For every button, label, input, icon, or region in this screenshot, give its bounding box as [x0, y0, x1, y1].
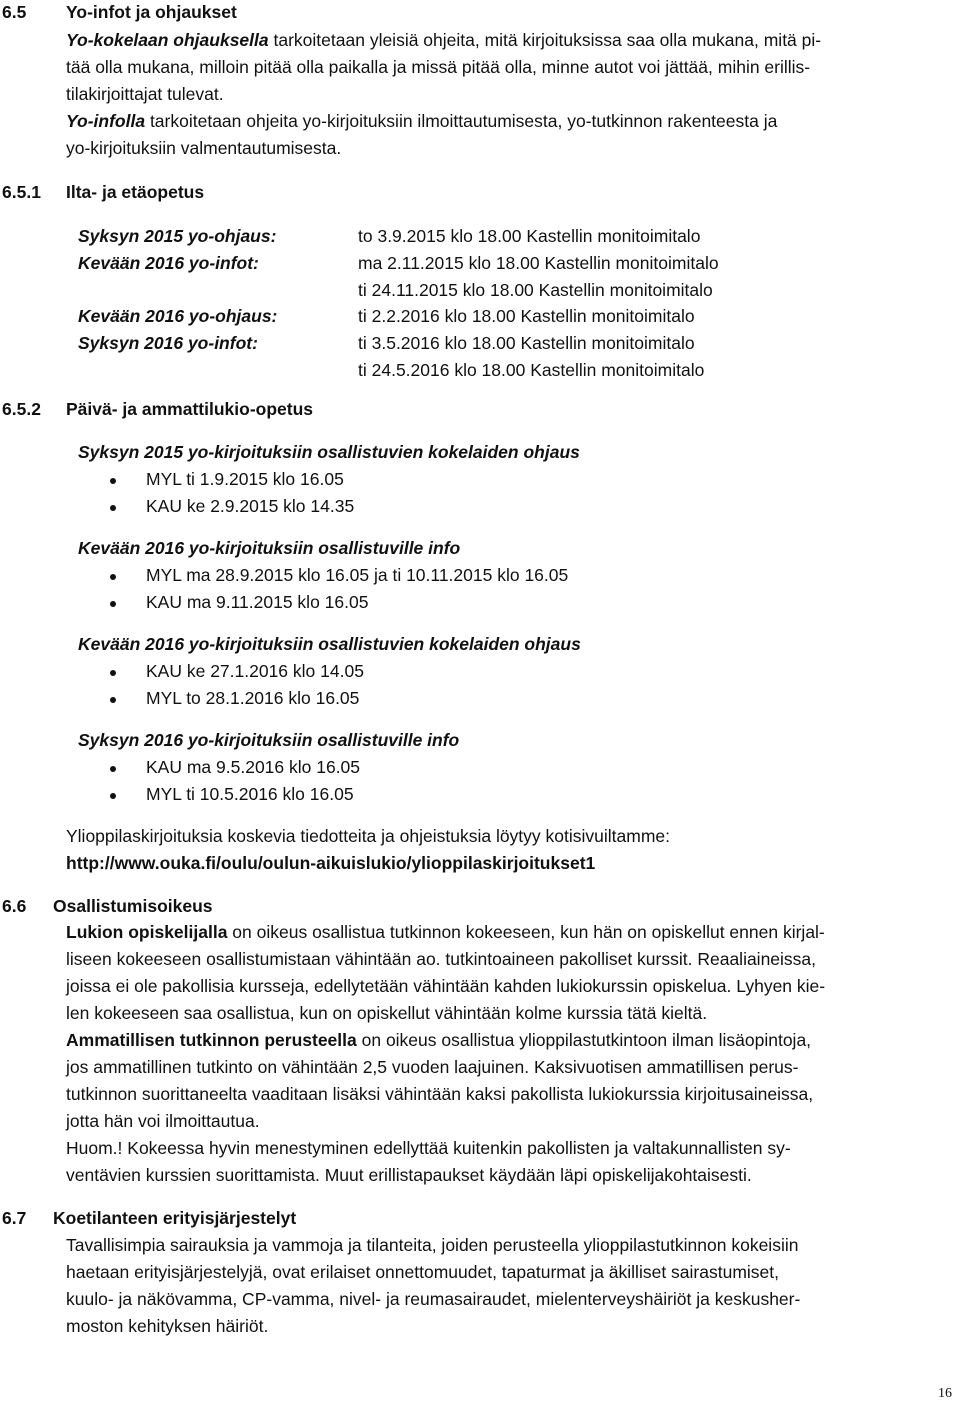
list-item: KAU ma 9.11.2015 klo 16.05 [146, 592, 369, 612]
paragraph-line: Lukion opiskelijalla on oikeus osallistua tutkinnon kokeeseen, kun hän on opiskellut ennen kirjal- [66, 922, 825, 942]
schedule-row [78, 333, 778, 359]
schedule-row [78, 253, 778, 279]
group-heading: Syksyn 2016 yo-kirjoituksiin osallistuville info [78, 730, 460, 750]
section-title: Yo-infot ja ohjaukset [66, 2, 237, 22]
paragraph-line: jos ammatillinen tutkinto on vähintään 2,5 vuoden laajuinen. Kaksivuotisen ammatillisen perus- [66, 1057, 799, 1077]
section-title: Koetilanteen erityisjärjestelyt [53, 1208, 297, 1228]
section-number: 6.5 [2, 2, 27, 22]
page-number: 16 [938, 1386, 952, 1401]
list-item: KAU ke 27.1.2016 klo 14.05 [146, 661, 364, 681]
paragraph-line: Yo-kokelaan ohjauksella tarkoitetaan yleisiä ohjeita, mitä kirjoituksissa saa olla mukana, mitä pi- [66, 30, 822, 50]
paragraph-line: Ammatillisen tutkinnon perusteella on oikeus osallistua ylioppilastutkintoon ilman lisäopintoja, [66, 1030, 812, 1050]
schedule-label: Syksyn 2016 yo-infot: [78, 333, 258, 353]
subsection-title: Ilta- ja etäopetus [66, 182, 205, 202]
schedule-row [78, 306, 778, 332]
bullet-icon [110, 670, 116, 676]
list-item: MYL to 28.1.2016 klo 16.05 [146, 688, 360, 708]
group-heading: Kevään 2016 yo-kirjoituksiin osallistuville info [78, 538, 461, 558]
paragraph-line: tutkinnon suorittaneelta vaaditaan lisäksi vähintään kaksi pakollista lukiokurssia kirjoitusaineissa, [66, 1084, 814, 1104]
schedule-value: ma 2.11.2015 klo 18.00 Kastellin monitoimitalo [358, 253, 719, 273]
bullet-icon [110, 793, 116, 799]
paragraph-line: tilakirjoittajat tulevat. [66, 84, 224, 104]
schedule-value: ti 2.2.2016 klo 18.00 Kastellin monitoimitalo [358, 306, 695, 326]
schedule-label: Syksyn 2015 yo-ohjaus: [78, 226, 277, 246]
paragraph-line: tää olla mukana, milloin pitää olla paikalla ja missä pitää olla, minne autot voi jättää, mihin erillis- [66, 57, 811, 77]
section-number: 6.6 [2, 896, 27, 916]
bullet-icon [110, 574, 116, 580]
paragraph-line: yo-kirjoituksiin valmentautumisesta. [66, 138, 342, 158]
list-item: KAU ma 9.5.2016 klo 16.05 [146, 757, 361, 777]
paragraph-line: ventävien kurssien suorittamista. Muut erillistapaukset käydään läpi opiskelijakohtaisesti. [66, 1165, 752, 1185]
paragraph-line: Tavallisimpia sairauksia ja vammoja ja tilanteita, joiden perusteella ylioppilastutkinnon kokeisiin [66, 1235, 799, 1255]
term: Yo-infolla [66, 111, 146, 131]
paragraph-line: haetaan erityisjärjestelyjä, ovat erilaiset onnettomuudet, tapaturmat ja äkilliset sairastumiset, [66, 1262, 779, 1282]
schedule-row [78, 280, 778, 306]
schedule-label: Kevään 2016 yo-infot: [78, 253, 259, 273]
term: Yo-kokelaan ohjauksella [66, 30, 269, 50]
schedule-label: Kevään 2016 yo-ohjaus: [78, 306, 278, 326]
schedule-row [78, 226, 778, 252]
section-number: 6.7 [2, 1208, 27, 1228]
subsection-title: Päivä- ja ammattilukio-opetus [66, 399, 314, 419]
paragraph-line: Yo-infolla tarkoitetaan ohjeita yo-kirjoituksiin ilmoittautumisesta, yo-tutkinnon rakenteesta ja [66, 111, 778, 131]
paragraph-line: kuulo- ja näkövamma, CP-vamma, nivel- ja reumasairaudet, mielenterveyshäiriöt ja keskusher- [66, 1289, 801, 1309]
subsection-number: 6.5.2 [2, 399, 41, 419]
term: Lukion opiskelijalla [66, 922, 228, 942]
schedule-row [78, 360, 778, 386]
bullet-icon [110, 478, 116, 484]
schedule-value: to 3.9.2015 klo 18.00 Kastellin monitoimitalo [358, 226, 701, 246]
subsection-number: 6.5.1 [2, 182, 41, 202]
list-item: MYL ma 28.9.2015 klo 16.05 ja ti 10.11.2015 klo 16.05 [146, 565, 569, 585]
paragraph-line: liseen kokeeseen osallistumistaan vähintään ao. tutkintoaineen pakolliset kurssit. Reaaliaineissa, [66, 949, 817, 969]
paragraph-line: joissa ei ole pakollisia kursseja, edellytetään vähintään kahden lukiokurssin opiskelua. Lyhyen kie- [66, 976, 826, 996]
website-link[interactable]: http://www.ouka.fi/oulu/oulun-aikuislukio/ylioppilaskirjoitukset1 [66, 853, 596, 873]
paragraph-line: Huom.! Kokeessa hyvin menestyminen edellyttää kuitenkin pakollisten ja valtakunnallisten sy- [66, 1138, 791, 1158]
section-title: Osallistumisoikeus [53, 896, 213, 916]
bullet-icon [110, 697, 116, 703]
schedule-value: ti 24.5.2016 klo 18.00 Kastellin monitoimitalo [358, 360, 705, 380]
schedule-value: ti 3.5.2016 klo 18.00 Kastellin monitoimitalo [358, 333, 695, 353]
info-note: Ylioppilaskirjoituksia koskevia tiedotteita ja ohjeistuksia löytyy kotisivuiltamme: [66, 826, 671, 846]
group-heading: Syksyn 2015 yo-kirjoituksiin osallistuvien kokelaiden ohjaus [78, 442, 580, 462]
schedule-value: ti 24.11.2015 klo 18.00 Kastellin monitoimitalo [358, 280, 713, 300]
group-heading: Kevään 2016 yo-kirjoituksiin osallistuvien kokelaiden ohjaus [78, 634, 581, 654]
paragraph-line: moston kehityksen häiriöt. [66, 1316, 269, 1336]
list-item: MYL ti 10.5.2016 klo 16.05 [146, 784, 354, 804]
bullet-icon [110, 505, 116, 511]
paragraph-line: jotta hän voi ilmoittautua. [66, 1111, 260, 1131]
list-item: MYL ti 1.9.2015 klo 16.05 [146, 469, 344, 489]
term: Ammatillisen tutkinnon perusteella [66, 1030, 357, 1050]
list-item: KAU ke 2.9.2015 klo 14.35 [146, 496, 355, 516]
bullet-icon [110, 601, 116, 607]
bullet-icon [110, 766, 116, 772]
paragraph-line: len kokeeseen saa osallistua, kun on opiskellut vähintään kolme kurssia tätä kieltä. [66, 1003, 708, 1023]
